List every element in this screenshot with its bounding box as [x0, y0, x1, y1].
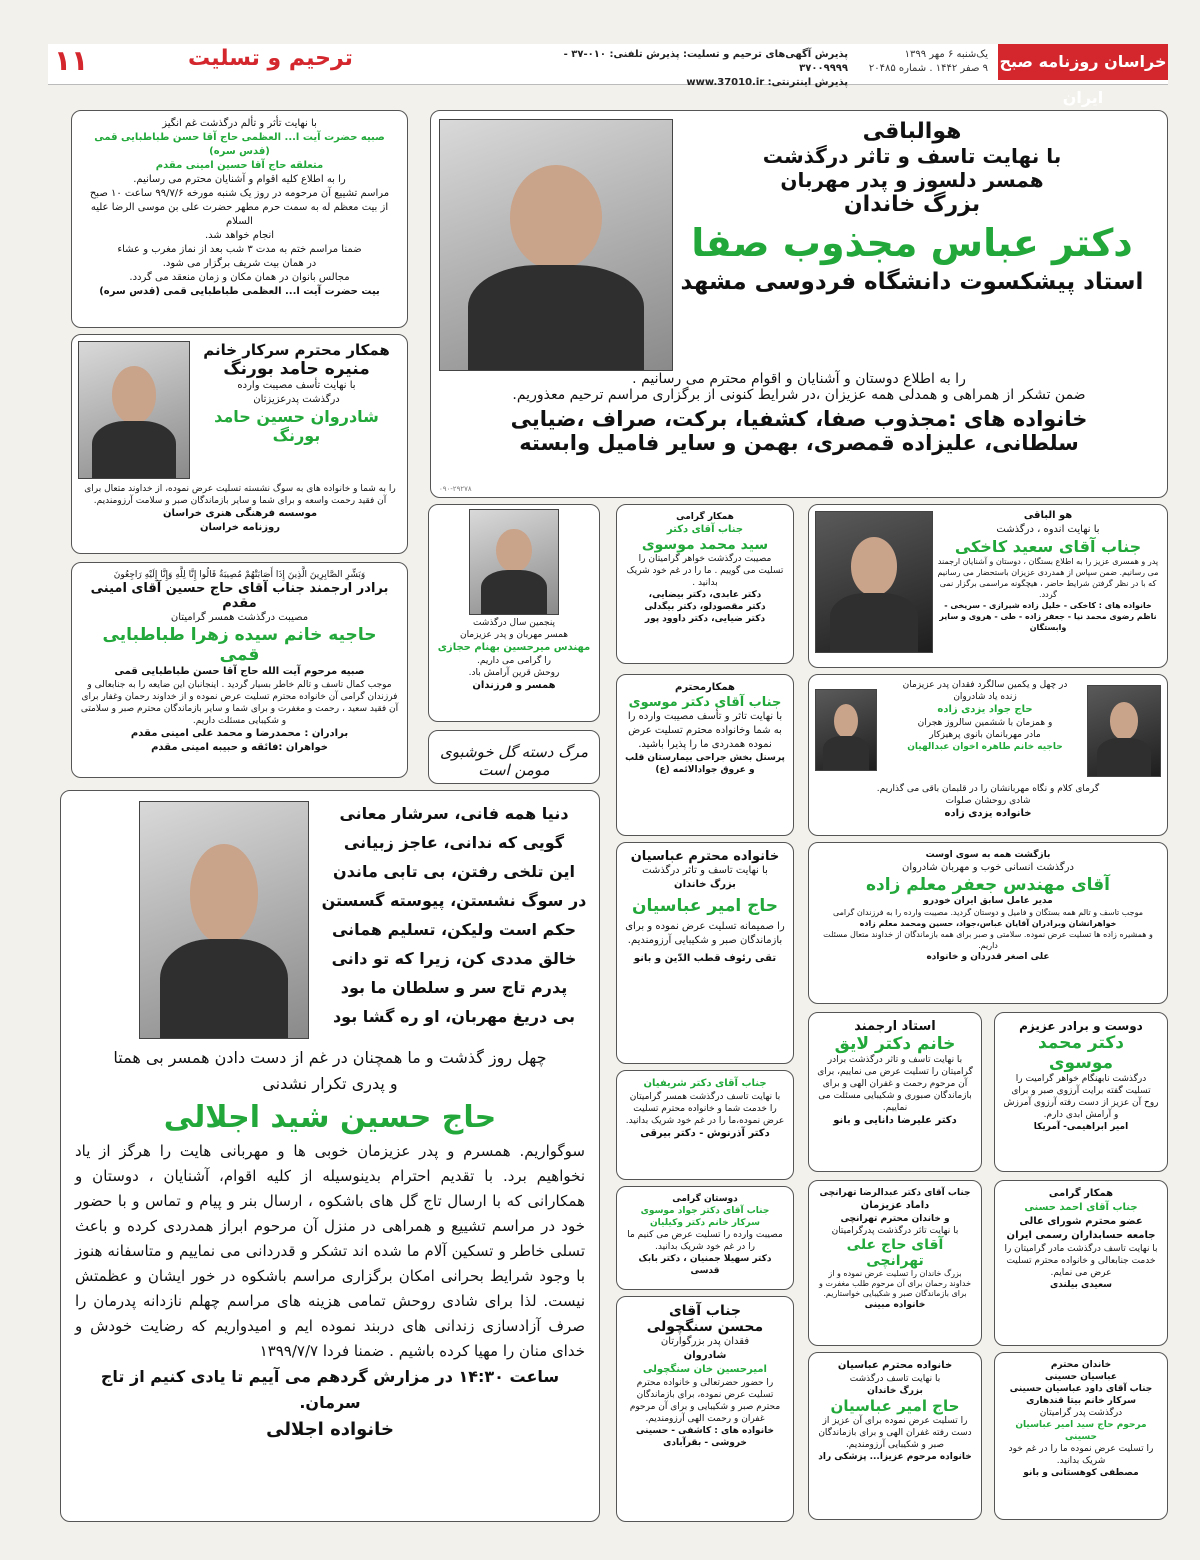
ad-contact [528, 48, 848, 90]
ad-line: همسر مهربان و پدر عزیزمان [459, 630, 569, 640]
ad-line: با نهایت تأسف مصیبت وارده [237, 380, 356, 391]
ad-line: برادر ارجمند جناب آقای حاج حسین آقای امینی مقدم [90, 581, 389, 611]
poem-line: بی دریغ مهربان، او ره گشا بود [332, 1007, 576, 1026]
ad-signature: خواهران :فائقه و حبیبه امینی مقدم [151, 742, 328, 753]
portrait-photo [439, 119, 673, 371]
deceased-name: جناب آقای دکتر جواد موسوی [640, 1206, 770, 1216]
ad-line: شادی روحشان صلوات [945, 796, 1031, 806]
ad-text: موجب کمال تاسف و تالم خاطر بسیار گردید . اینجانبان این ضایعه را به جنابعالی و فرزندان گرامی آن خانواده محترم تسلیت عرض نموده و از خداوند رحمان وغفار برای آن فقید سعید ، رحمت و مغفرت و برای شما و سایر بازماندگان محترم صبر و سلامتی و شکیبایی مسئلت داریم. [80, 680, 399, 726]
mousavi-friend-notice [994, 1012, 1168, 1172]
ad-line: بزرگ خاندان [867, 1386, 923, 1396]
poem [319, 799, 589, 1031]
deceased-name: جناب آقای دکتر موسوی [628, 695, 782, 710]
main-obituary [430, 110, 1168, 498]
ad-text: را به شما و خانواده های به سوگ نشسته تسلیت عرض نموده، از خداوند متعال برای آن فقید رحمت واسعه و برای شما و سایر بازماندگان صبر و سلامت آرزومندیم. [84, 484, 396, 506]
ad-signature: دکتر علیرضا دانایی و بانو [833, 1115, 957, 1126]
ad-text: سوگواریم. همسرم و پدر عزیزمان خوبی ها و مهربانی هایت را هرگز از یاد نخواهیم برد. با تقدیم احترام بدینوسیله از کلیه اقوام، آشنایان ، دوستان و همکارانی که با ارسال تاج گل های باشکوه ، ارسال بنر و پیام و تماس و با حضور خود در مراسم تشییع و همراهی در منزل آن مرحوم ابراز همدردی کرده و باعث تسلی خاطر و تسکین آلام ما شده اند تشکر و قدردانی می نماییم و متاسفانه هنوز با وجود شرایط بحرانی امکان برگزاری مراسم باشکوه در خور ایشان و عظمتش نیست. لذا برای شادی روحش تمامی هزینه های مراسم چهلم نازدانه پدرمان را صرف آزادسازی زندانی های دربند نموده ایم و امیدواریم که رضایت خودش و خدای منان را مهیا کرده باشیم . ضمنا فردا ۱۳۹۹/۷/۷ [75, 1142, 585, 1360]
ad-line: جناب آقای [668, 1303, 742, 1319]
ad-line: هو الباقی [1023, 510, 1073, 521]
ad-line: دوستان گرامی [672, 1194, 738, 1204]
tabatabaei-notice [71, 110, 408, 328]
ad-line: همکار گرامی [676, 512, 734, 522]
ad-line: سرکار خانم بیتا قندهاری [1026, 1396, 1136, 1406]
page-number: ۱۱ [54, 44, 89, 77]
ad-line: هوالباقی [862, 119, 962, 144]
deceased-name: آقای حاج علی تهرانچی [846, 1237, 944, 1269]
deceased-name: جناب آقای دکتر شریفیان [643, 1078, 767, 1089]
ad-line: داماد عزیزمان [860, 1200, 930, 1211]
portrait-photo [139, 801, 309, 1039]
ad-line: گرمای کلام و نگاه مهربانشان را در قلبمان باقی می گذاریم. [876, 784, 1100, 794]
ad-text: خواهرانشان وبرادران آقایان عباس،جواد، حسین ومحمد معلم زاده [859, 919, 1117, 928]
ad-text: مصیبت درگذشت خواهر گرامیتان را تسلیت می گوییم . ما را در غم خود شریک بدانید . [626, 554, 784, 588]
ad-code: ۰۹۰-۲۹۲۷۸ [439, 485, 472, 493]
ad-text: با نهایت تاثر و تأسف مصیبت وارده را به شما وخانواده محترم تسلیت عرض نموده همدردی ما را پذیرا باشید. [627, 711, 783, 750]
ad-line: بازگشت همه به سوی اوست [925, 850, 1051, 860]
deceased-name: خانم دکتر لایق [834, 1034, 956, 1054]
ad-text: با نهایت تاسف و تاثر درگذشت برادر گرامیتان را تسلیت عرض می نماییم، برای آن مرحوم رحمت و غفران الهی و برای بازماندگان صبوری و شکیبایی مسئلت می نماییم. [817, 1055, 973, 1113]
abbasian-notice [616, 842, 794, 1064]
ad-signature: سعیدی بیلندی [1049, 1280, 1113, 1290]
ad-signature: امیر ابراهیمی- آمریکا [1033, 1122, 1129, 1132]
ad-line: پنجمین سال درگذشت [472, 618, 556, 628]
ad-line: با نهایت اندوه ، درگذشت [996, 524, 1100, 535]
family-names: خانواده های :مجذوب صفا، کشفیا، برکت، صراف ،ضیایی [510, 407, 1088, 431]
ad-line: و خاندان محترم تهرانچی [840, 1214, 950, 1224]
ad-line: عضو محترم شورای عالی [1019, 1216, 1143, 1227]
portrait-photo [1087, 685, 1161, 777]
ad-text: را تسلیت عرض نموده برای آن عزیز از دست رفته غفران الهی و برای بازماندگان صبر و شکیبایی آرزومندیم. [818, 1416, 972, 1450]
ad-text: بزرگ خاندان را تسلیت عرض نموده و از خداوند رحمان برای آن مرحوم طلب مغفرت و برای بازماندگان صبر و شکیبایی خواستاریم. [818, 1269, 972, 1298]
poem-line: خالق مددی کن، زیرا که تو دانی [331, 949, 577, 968]
ad-line: با نهایت تاسف و تاثر درگذشت [762, 144, 1062, 168]
ad-line: جامعه حسابداران رسمی ایران [1006, 1230, 1156, 1241]
ad-line: مدیر عامل سابق ایران خودرو [923, 896, 1053, 906]
laeegh-notice [808, 1012, 982, 1172]
ad-signature: همسر و فرزندان [472, 680, 556, 691]
mousavi-colleague-notice [616, 504, 794, 664]
abbasian-condolence-notice [808, 1352, 982, 1520]
ad-signature: دکتر سهیلا جمنیان ، دکتر بابک قدسی [638, 1254, 772, 1276]
deceased-name: مرحوم حاج سید امیر عباسیان حسینی [1015, 1420, 1147, 1442]
deceased-name: حاج امیر عباسیان [830, 1397, 960, 1415]
ad-signature: دکتر آذرنوش - دکتر بیرقی [640, 1128, 770, 1139]
deceased-name: متعلقه حاج آقا حسین امینی مقدم [155, 160, 324, 171]
deceased-name: آقای مهندس جعفر معلم زاده [866, 875, 1110, 895]
ad-line: را گرامی می داریم. [476, 656, 552, 666]
ad-text: و همشیره زاده ها تسلیت عرض نموده. سلامتی و صبر برای همه بازماندگان از خداوند متعال مسئلت داریم. [823, 930, 1153, 950]
ad-text: موجب تاسف و تالم همه بستگان و فامیل و دوستان گردید. مصیبت وارده را به فرزندان گرامی [832, 908, 1144, 917]
ad-line: با نهایت تأثر و تألم درگذشت غم انگیز [162, 118, 317, 129]
deceased-name: صبیه حضرت آیت ا... العظمی حاج آقا حسن طباطبایی قمی (قدس سره) [94, 132, 385, 157]
ad-line: بزرگ خاندان [674, 879, 736, 890]
ad-line: همکار گرامی [1048, 1188, 1114, 1199]
ad-signature: خانواده یزدی زاده [944, 808, 1032, 819]
ad-line: شادروان [683, 1350, 727, 1361]
deceased-name: دکتر عباس مجذوب صفا [691, 221, 1133, 265]
ad-signature: تقی رئوف قطب الدّین و بانو [633, 953, 777, 964]
issue-date [868, 48, 988, 76]
ad-text: را حضور حضرتعالی و خانواده محترم تسلیت عرض نموده، برای بازماندگان محترم صبر و شکیبایی و برای آن مرحوم غفران و رحمت الهی آرزومندیم. [629, 1378, 781, 1424]
borang-notice [71, 334, 408, 554]
ad-line: را به اطلاع کلیه اقوام و آشنایان محترم می رسانیم. [133, 174, 346, 185]
deceased-name: سید محمد موسوی [641, 537, 769, 553]
deceased-title: استاد پیشکسوت دانشگاه فردوسی مشهد [680, 269, 1144, 295]
amini-notice [71, 562, 408, 778]
ad-signature: خانواده اجلالی [266, 1419, 394, 1440]
ad-line: فقدان پدر بزرگوارتان [660, 1336, 750, 1347]
ad-line: چهل روز گذشت و ما همچنان در غم از دست دادن همسر بی همتا [113, 1048, 547, 1067]
family-names: سلطانی، علیزاده قمصری، بهمن و سایر فامیل وابسته [519, 431, 1079, 455]
ad-line: در چهل و یکمین سالگرد فقدان پدر عزیزمان [902, 680, 1068, 690]
ad-signature: دکتر عابدی، دکتر بیضایی، [648, 590, 762, 600]
kakhki-notice [808, 504, 1168, 668]
ad-line: جناب آقای دکتر [666, 524, 744, 535]
poem-line: گویی که ندانی، عاجز زبیانی [343, 833, 565, 852]
ad-line: ضمنا مراسم ختم به مدت ۳ شب بعد از نماز مغرب و عشاء [117, 244, 362, 255]
ad-line: در همان بیت شریف برگزار می شود. [162, 258, 317, 269]
ad-line: درگذشت پدرعزیزتان [253, 394, 340, 405]
ad-line: با نهایت تاسف درگذشت [849, 1374, 941, 1384]
ad-signature: روزنامه خراسان [200, 522, 280, 533]
newspaper-brand: خراسان روزنامه صبح ایران [998, 44, 1168, 80]
hosni-notice [994, 1180, 1168, 1346]
deceased-name: شادروان حسین حامد بورنگ [214, 407, 379, 445]
calligraphy-box [428, 730, 600, 784]
deceased-name: امیرحسین خان سنگچولی [643, 1364, 767, 1375]
ad-line: و همزمان با ششمین سالروز هجران [917, 718, 1053, 728]
calligraphy-text: مرگ دسته گل خوشبوی مومن است [440, 743, 588, 779]
portrait-photo [815, 689, 877, 771]
ad-signature: خانواده مبینی [864, 1300, 926, 1310]
poem-line: پدرم تاج سر و سلطان ما بود [340, 978, 568, 997]
ad-line: جناب آقای داود عباسیان حسینی [1009, 1384, 1153, 1394]
ad-text: پدر و همسری عزیز را به اطلاع بستگان ، دوستان و آشنایان ارجمند می رسانیم. ضمن سپاس از همدردی عزیزان باستحضار می رسانیم که با در نظر گرفتن شرایط حاضر ، هیچگونه مراسمی برگزار نمی گردد. [937, 557, 1159, 599]
deceased-name: حاجیه خانم طاهره اخوان عبدالهیان [907, 742, 1063, 752]
date-line: یک‌شنبه ۶ مهر ۱۳۹۹ [904, 49, 988, 60]
ad-line: همسر دلسوز و پدر مهربان [780, 168, 1044, 192]
family-names: خانواده های : کاخکی - خلیل زاده شیرازی - سریخی - ناظم رضوی محمد نیا - جعفر زاده - طی - هروی و سایر وابستگان [939, 601, 1157, 632]
ad-signature: دکتر مقصودلو، دکتر بیگدلی [644, 602, 766, 612]
ad-signature: خانواده مرحوم عزیزا... پزشکی راد [818, 1452, 972, 1462]
quran-verse: وَبَشِّرِ الصَّابِرِينَ الَّذِينَ إِذَا أَصَابَتْهُمْ مُصِيبَةٌ قَالُوا إِنَّا لِلَّهِ وَإِنَّا إِلَيْهِ رَاجِعُونَ [113, 570, 366, 580]
moallemzadeh-notice [808, 842, 1168, 1004]
deceased-name: جناب آقای سعید کاخکی [954, 537, 1142, 556]
hosseini-notice [994, 1352, 1168, 1520]
deceased-name: سرکار خانم دکتر وکیلیان [650, 1218, 760, 1228]
ad-line: مادر مهربانمان بانوی پرهیزکار [929, 730, 1041, 740]
ad-text: مصیبت وارده را تسلیت عرض می کنیم ما را در غم خود شریک بدانید. [627, 1230, 783, 1252]
ad-line: درگذشت انسانی خوب و مهربان شادروان [902, 862, 1074, 873]
ad-line: درگذشت پدر گرامیتان [1039, 1408, 1123, 1418]
ad-line: خانواده محترم عباسیان [837, 1360, 953, 1371]
poem-line: این تلخی رفتن، بی تابی ماندن [333, 862, 575, 881]
ad-line: انجام خواهد شد. [204, 230, 275, 241]
portrait-photo [469, 509, 559, 615]
sharifian-notice [616, 1070, 794, 1180]
ad-text: را صمیمانه تسلیت عرض نموده و برای بازماندگان صبر و شکیبایی آرزومندیم. [625, 921, 785, 946]
ad-line: همکارمحترم [675, 682, 735, 693]
ad-signature: پرسنل بخش جراحی بیمارستان قلب و عروق جوادالائمه (ع) [625, 753, 785, 775]
ad-signature: برادران : محمدرضا و محمد علی امینی مقدم [130, 728, 349, 739]
phone-line: پذیرش آگهی‌های ترحیم و تسلیت: پذیرش تلفنی: ۰۱۰-۳۷ - ۳۷۰۰۹۹۹۹ [563, 49, 848, 74]
ad-text: را تسلیت عرض نموده ما را در غم خود شریک بدانید. [1008, 1444, 1154, 1466]
ad-line: عباسیان حسینی [1044, 1372, 1118, 1382]
page-header [48, 44, 1168, 107]
ad-line: و پدری تکرار نشدنی [262, 1074, 398, 1093]
ad-line: با نهایت تاسف و تاثر درگذشت [642, 865, 768, 876]
ad-signature: دکتر ضیایی، دکتر داوود پور [644, 614, 766, 624]
ad-text: با نهایت تاسف درگذشت همسر گرامیتان را خدمت شما و خانواده محترم تسلیت عرض نموده،ما را در غم خود شریک بدانید. [625, 1092, 785, 1126]
ad-signature: مصطفی کوهستانی و بانو [1023, 1468, 1139, 1478]
tehranchi-notice [808, 1180, 982, 1346]
ad-line: استاد ارجمند [854, 1019, 936, 1034]
poem-line: دنیا همه فانی، سرشار معانی [339, 804, 569, 823]
date-line: ۹ صفر ۱۴۴۲ . شماره ۲۰۴۸۵ [868, 63, 988, 74]
ad-line: با نهایت تاثر درگذشت پدرگرامیتان [831, 1226, 959, 1236]
ad-signature: علی اصغر قدردان و خانواده [926, 952, 1050, 962]
deceased-name: حاج امیر عباسیان [631, 896, 779, 916]
ad-line: زنده یاد شادروان [953, 692, 1017, 702]
ad-line: مجالس بانوان در همان مکان و زمان منعقد می گردد. [129, 272, 350, 283]
deceased-name: حاج جواد یزدی زاده [937, 704, 1033, 715]
deceased-name: جناب آقای احمد حسنی [1024, 1202, 1138, 1213]
ad-text: را به اطلاع دوستان و آشنایان و اقوام محترم می رسانیم . [632, 371, 966, 387]
poem-line: حکم است ولیکن، تسلیم همانی [331, 920, 576, 939]
ad-line: خانواده محترم عباسیان [630, 849, 780, 864]
deceased-name: حاج حسین شید اجلالی [163, 1100, 497, 1135]
poem-line: در سوگ نشستن، پیوسته گسستن [321, 891, 587, 910]
ad-signature: خروشی - بقرآبادی [663, 1438, 747, 1448]
ejlali-notice [60, 790, 600, 1522]
ad-line: جناب آقای دکتر عبدالرضا تهرانچی [819, 1188, 971, 1198]
ad-text: ضمن تشکر از همراهی و همدلی همه عزیزان ،در شرایط کنونی از برگزاری مراسم ترحیم معذوریم. [512, 387, 1086, 403]
portrait-photo [78, 341, 190, 479]
deceased-name: مهندس میرحسین بهنام حجازی [437, 642, 591, 653]
ad-line: منیره حامد بورنگ [223, 359, 370, 379]
deceased-name: دکتر محمد موسوی [1037, 1033, 1125, 1073]
web-line: پذیرش اینترنتی: www.37010.ir [686, 77, 848, 88]
ad-signature: بیت حضرت آیت ا... العظمی طباطبایی قمی (قدس سره) [99, 286, 380, 297]
yazdi-notice [808, 674, 1168, 836]
ad-line: همکار محترم سرکار خانم [203, 341, 390, 359]
mousavi-hospital-notice [616, 674, 794, 836]
sangchouli-notice [616, 1296, 794, 1522]
ad-line: مصیبت درگذشت همسر گرامیتان [170, 612, 309, 623]
portrait-photo [815, 511, 933, 653]
hejazi-notice [428, 504, 600, 722]
ad-line: روحش قرین آرامش باد. [468, 668, 560, 678]
ad-line: از بیت معظم له به سمت حرم مطهر حضرت علی بن موسی الرضا علیه السلام [90, 202, 389, 227]
ad-text: با نهایت تاسف درگذشت مادر گرامیتان را خدمت جنابعالی و خانواده محترم تسلیت عرض می نمایم. [1004, 1244, 1158, 1278]
ad-line: بزرگ خاندان [843, 192, 981, 217]
ad-line: مراسم تشییع آن مرحومه در روز یک شنبه مورخه ۹۹/۷/۶ ساعت ۱۰ صبح [89, 188, 390, 199]
ad-signature: خانواده های : کاشفی - حسینی [636, 1426, 774, 1436]
ad-line: صبیه مرحوم آیت الله حاج آقا حسن طباطبایی قمی [114, 666, 365, 677]
deceased-name: حاجیه خانم سیده زهرا طباطبایی قمی [102, 625, 377, 665]
ad-line: محسن سنگچولی [646, 1319, 764, 1335]
ad-line: خاندان محترم [1050, 1360, 1112, 1370]
ad-signature: موسسه فرهنگی هنری خراسان [162, 508, 318, 519]
ad-line: دوست و برادر عزیزم [1019, 1019, 1143, 1033]
friends-notice [616, 1186, 794, 1290]
section-title: ترحیم و تسلیت [188, 46, 353, 71]
ad-text: درگذشت نابهنگام خواهر گرامیت را تسلیت گفته برایت آرزوی صبر و برای روح آن عزیز از دست رفته آرزوی آمرزش و آرامش ابدی دارم. [1003, 1074, 1159, 1120]
ad-text: ساعت ۱۴:۳۰ در مزارش گردهم می آییم تا یادی کنیم از تاج سرمان. [100, 1367, 560, 1412]
